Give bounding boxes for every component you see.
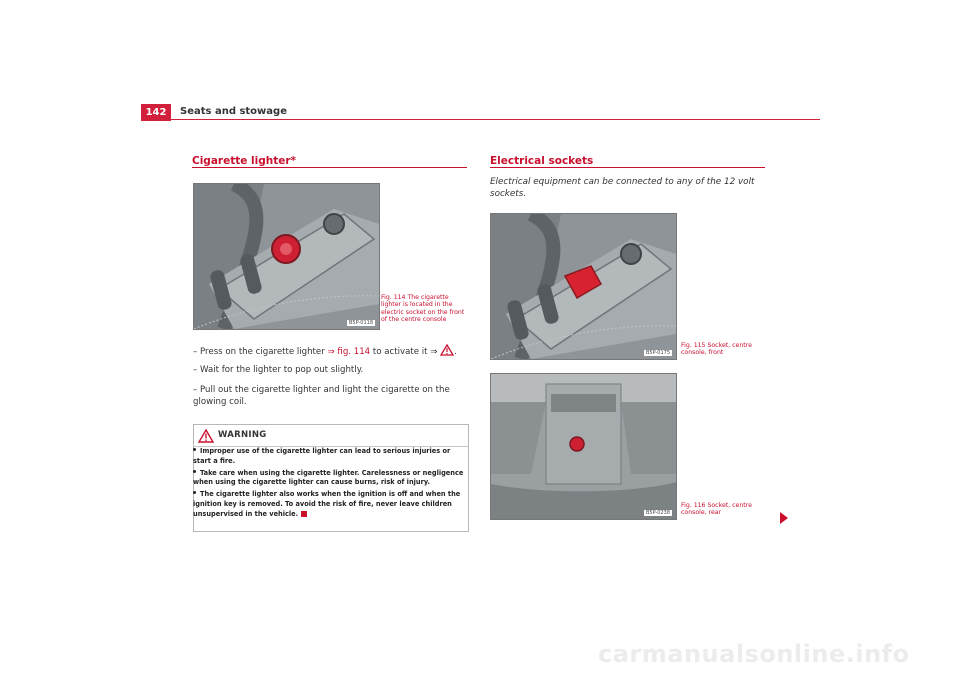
heading-rule-right	[490, 167, 765, 168]
bullet-icon	[193, 470, 196, 473]
cigarette-lighter-photo-illustration	[194, 184, 379, 329]
warning-item-1	[193, 447, 467, 467]
fig-114-link[interactable]: ⇒ fig. 114	[327, 347, 371, 357]
watermark: carmanualsonline.info	[598, 640, 910, 668]
rear-socket-photo-illustration	[491, 374, 676, 519]
warning-item-3-text: The cigarette lighter also works when the ignition is off and when the ignition key is removed. To avoid the risk of fire, never leave children unsupervised in the vehicle.	[193, 490, 461, 518]
figure-116-photo	[490, 373, 677, 520]
bullet-icon	[193, 491, 196, 494]
figure-114-photo	[193, 183, 380, 330]
header-rule	[141, 119, 820, 120]
sockets-intro: Electrical equipment can be connected to any of the 12 volt sockets.	[490, 177, 755, 199]
figure-116-caption: Fig. 116 Socket, centre console, rear	[681, 502, 752, 517]
warning-item-2	[193, 469, 467, 489]
warning-body	[193, 447, 467, 520]
figure-115-code: B5P-0175	[645, 350, 670, 356]
step-wait: – Wait for the lighter to pop out slightly.	[193, 365, 364, 375]
step-pull-out: – Pull out the cigarette lighter and light the cigarette on the glowing coil.	[193, 385, 450, 407]
figure-116-code: B5P-0238	[645, 510, 670, 516]
front-socket-photo-illustration	[491, 214, 676, 359]
page-number: 142	[141, 104, 171, 121]
cigarette-lighter-heading: Cigarette lighter*	[192, 155, 297, 167]
next-page-arrow-icon[interactable]	[779, 509, 789, 528]
end-of-section-icon	[301, 511, 307, 517]
warning-item-3	[193, 490, 467, 519]
step-press-lighter: – Press on the cigarette lighter ⇒ fig. 114 to activate it ⇒ .	[193, 344, 468, 360]
figure-114-code: B5P-0118	[348, 320, 373, 326]
warning-header	[194, 425, 468, 447]
warning-title: WARNING	[218, 430, 267, 440]
step-1-after: to activate it ⇒	[370, 347, 441, 357]
figure-114-caption: Fig. 114 The cigarette lighter is located in the electric socket on the front of the centre console	[381, 294, 465, 324]
warning-triangle-icon[interactable]	[440, 344, 454, 360]
electrical-sockets-heading: Electrical sockets	[490, 155, 594, 167]
figure-115-photo	[490, 213, 677, 360]
section-title: Seats and stowage	[180, 106, 287, 117]
warning-item-2-text: Take care when using the cigarette lighter. Carelessness or negligence when using the cigarette lighter can cause burns, risk of injury.	[193, 468, 464, 487]
warning-item-1-text: Improper use of the cigarette lighter can lead to serious injuries or start a fire.	[193, 447, 451, 465]
step-1-text: – Press on the cigarette lighter	[193, 347, 328, 357]
warning-triangle-icon	[198, 428, 214, 447]
figure-115-caption: Fig. 115 Socket, centre console, front	[681, 342, 752, 357]
heading-rule-left	[192, 167, 467, 168]
bullet-icon	[193, 448, 196, 451]
